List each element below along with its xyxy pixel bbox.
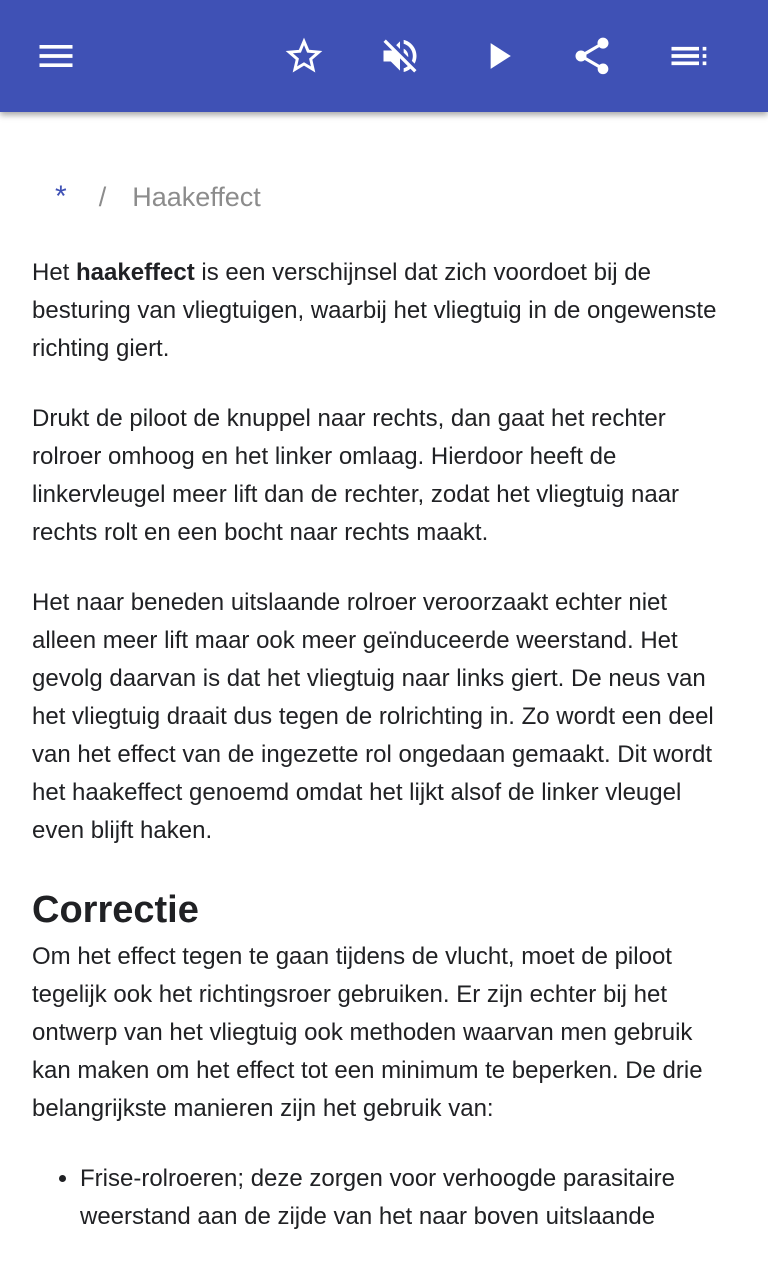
article-content <box>0 112 768 1280</box>
intro-rest: is een verschijnsel dat zich voordoet bij de besturing van vliegtuigen, waarbij het vliegtuig in de ongewenste richting giert. <box>32 259 717 362</box>
table-of-contents-button[interactable] <box>656 24 720 88</box>
mute-button[interactable] <box>368 24 432 88</box>
play-icon <box>476 34 520 78</box>
favorite-button[interactable] <box>272 24 336 88</box>
paragraph-3: Het naar beneden uitslaande rolroer veroorzaakt echter niet alleen meer lift maar ook meer geïnduceerde weerstand. Het gevolg daarvan is dat het vliegtuig naar links giert. De neus van het vliegtuig draait dus tegen de rolrichting in. Zo wordt een deel van het effect van de ingezette rol ongedaan gemaakt. Dit wordt het haakeffect genoemd omdat het lijkt alsof de linker vleugel even blijft haken. <box>32 589 714 844</box>
bullet-list <box>32 1160 736 1236</box>
share-icon <box>570 34 614 78</box>
play-button[interactable] <box>466 24 530 88</box>
list-item: • Frise-rolroeren; deze zorgen voor verhoogde parasitaire weerstand aan de zijde van het naar boven uitslaande <box>80 1160 736 1236</box>
breadcrumb-separator: / <box>98 181 107 212</box>
menu-icon <box>34 34 78 78</box>
intro-bold-term: haakeffect <box>76 259 195 286</box>
volume-off-icon <box>378 34 422 78</box>
section-paragraph: Om het effect tegen te gaan tijdens de vlucht, moet de piloot tegelijk ook het richtingsroer gebruiken. Er zijn echter bij het ontwerp van het vliegtuig ook methoden waarvan men gebruik kan maken om het effect tot een minimum te beperken. De drie belangrijkste manieren zijn het gebruik van: <box>32 943 703 1122</box>
app-toolbar <box>0 0 768 112</box>
paragraph-2: Drukt de piloot de knuppel naar rechts, dan gaat het rechter rolroer omhoog en het linker omlaag. Hierdoor heeft de linkervleugel meer lift dan de rechter, zodat het vliegtuig naar rechts rolt en een bocht naar rechts maakt. <box>32 405 680 546</box>
playlist-icon <box>666 34 710 78</box>
breadcrumb <box>55 180 261 214</box>
article-body <box>32 254 736 1236</box>
menu-button[interactable] <box>24 24 88 88</box>
section-heading: Correctie <box>32 889 199 931</box>
intro-paragraph <box>32 254 736 368</box>
breadcrumb-current: Haakeffect <box>132 181 261 212</box>
intro-lead: Het <box>32 259 77 286</box>
share-button[interactable] <box>560 24 624 88</box>
star-icon <box>282 34 326 78</box>
breadcrumb-home-link[interactable]: * <box>55 180 67 213</box>
